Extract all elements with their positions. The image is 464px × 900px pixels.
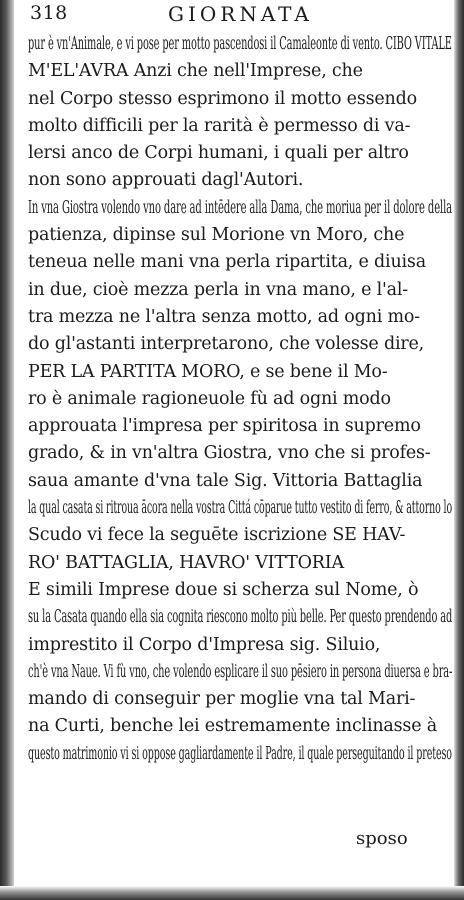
scan-edge-right [454, 0, 464, 900]
text-line: approuata l'impresa per spiritosa in supremo [28, 416, 421, 437]
text-line: imprestito il Corpo d'Impresa sig. Siluio, [28, 634, 381, 655]
text-line: E simili Imprese doue si scherza sul Nome, ò [28, 579, 419, 600]
text-line: saua amante d'vna tale Sig. Vittoria Battaglia [28, 470, 423, 491]
text-line: do gl'astanti interpretarono, che volesse dire, [28, 334, 425, 355]
page-number: 318 [30, 2, 68, 24]
text-line: teneua nelle mani vna perla ripartita, e diuisa [28, 252, 426, 273]
text-line: patienza, dipinse sul Morione vn Moro, che [28, 225, 405, 246]
text-line: tra mezza ne l'altra senza motto, ad ogni mo- [28, 306, 420, 327]
text-line: molto difficili per la rarità è permesso di va- [28, 115, 411, 136]
scan-edge-bottom [0, 886, 464, 900]
running-head: GIORNATA [168, 2, 313, 26]
text-line: PER LA PARTITA MORO, e se bene il Mo- [28, 361, 388, 382]
page-header [28, 2, 448, 28]
text-line: na Curti, benche lei estremamente inclinasse à [28, 716, 437, 737]
body-text [28, 31, 452, 768]
text-line: la qual casata si ritroua ācora nella vostra Cittá cōparue tutto vestito di ferro, & attorno lo [28, 498, 453, 519]
text-line: su la Casata quando ella sia cognita riescono molto più belle. Per questo prendendo ad [28, 607, 453, 628]
text-line: RO' BATTAGLIA, HAVRO' VITTORIA [28, 552, 344, 573]
text-line: lersi anco de Corpi humani, i quali per altro [28, 143, 409, 164]
catchword: sposo [356, 828, 408, 849]
scan-edge-left [0, 0, 14, 900]
text-line: In vna Giostra volendo vno dare ad intēdere alla Dama, che moriua per il dolore della [28, 197, 453, 218]
text-line: questo matrimonio vi si oppose gagliardamente il Padre, il quale perseguitando il preteso [28, 743, 452, 764]
text-line: ch'è vna Naue. Vi fù vno, che volendo esplicare il suo pēsiero in persona diuersa e bra- [28, 661, 453, 682]
text-line: pur è vn'Animale, e vi pose per motto pascendosi il Camaleonte di vento. CIBO VITALE [28, 34, 452, 54]
text-line: Scudo vi fece la seguēte iscrizione SE HAV- [28, 525, 406, 546]
text-line: M'EL'AVRA Anzi che nell'Imprese, che [28, 61, 363, 82]
text-line: ro è animale ragioneuole fù ad ogni modo [28, 388, 391, 409]
text-line: mando di conseguir per moglie vna tal Mari- [28, 689, 416, 710]
text-line: grado, & in vn'altra Giostra, vno che si profes- [28, 443, 431, 464]
text-line: nel Corpo stesso esprimono il motto essendo [28, 88, 417, 109]
text-line: in due, cioè mezza perla in vna mano, e l'al- [28, 279, 408, 300]
text-line: non sono approuati dagl'Autori. [28, 170, 304, 191]
